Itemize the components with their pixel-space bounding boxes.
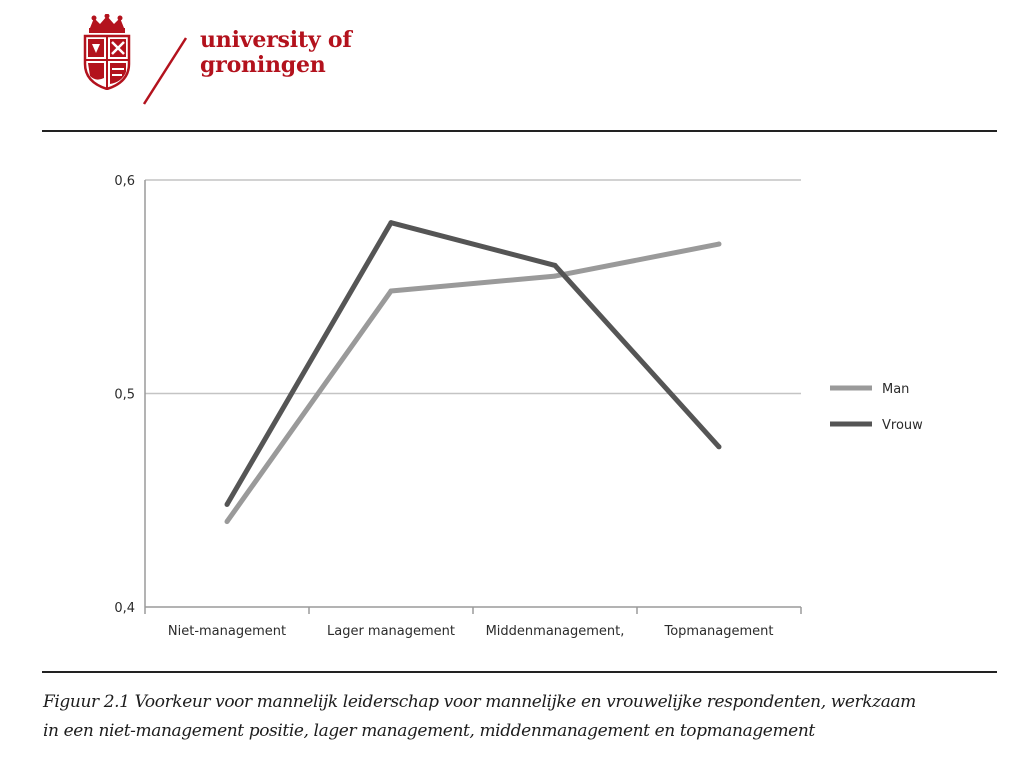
- wordmark-line-1: university of: [200, 27, 352, 53]
- x-tick-label-0: Niet-management: [167, 624, 287, 639]
- legend-label-vrouw: Vrouw: [882, 418, 923, 433]
- top-divider: [42, 130, 997, 132]
- university-logo[interactable]: [82, 14, 372, 94]
- university-shield-icon: [82, 14, 132, 90]
- legend-label-man: Man: [882, 382, 910, 397]
- y-tick-label-2: 0,6: [114, 174, 135, 189]
- y-tick-label-1: 0,5: [114, 387, 135, 403]
- wordmark-line-2: groningen: [200, 52, 326, 78]
- caption-line-1: Figuur 2.1 Voorkeur voor mannelijk leiderschap voor mannelijke en vrouwelijke respondenten, werkzaam: [43, 692, 916, 712]
- x-tick-label-3: Topmanagement: [664, 624, 774, 639]
- logo-slash-icon: [140, 34, 190, 106]
- x-tick-label-2: Middenmanagement,: [485, 624, 625, 639]
- university-wordmark: [200, 28, 352, 78]
- point-vrouw-2: [553, 263, 558, 268]
- figure-caption: [43, 688, 1003, 746]
- point-man-3: [717, 242, 722, 247]
- point-man-0: [225, 519, 230, 524]
- series-line-vrouw: [227, 223, 719, 505]
- x-tick-label-1: Lager management: [326, 624, 456, 639]
- line-chart: [0, 150, 1024, 650]
- point-man-2: [553, 274, 558, 279]
- y-tick-label-0: 0,4: [114, 601, 135, 616]
- point-vrouw-3: [717, 444, 722, 449]
- bottom-divider: [42, 671, 997, 673]
- point-man-1: [389, 289, 394, 294]
- point-vrouw-1: [389, 220, 394, 225]
- series-line-man: [227, 244, 719, 521]
- point-vrouw-0: [225, 502, 230, 507]
- caption-line-2: in een niet-management positie, lager management, middenmanagement en topmanagement: [43, 721, 815, 741]
